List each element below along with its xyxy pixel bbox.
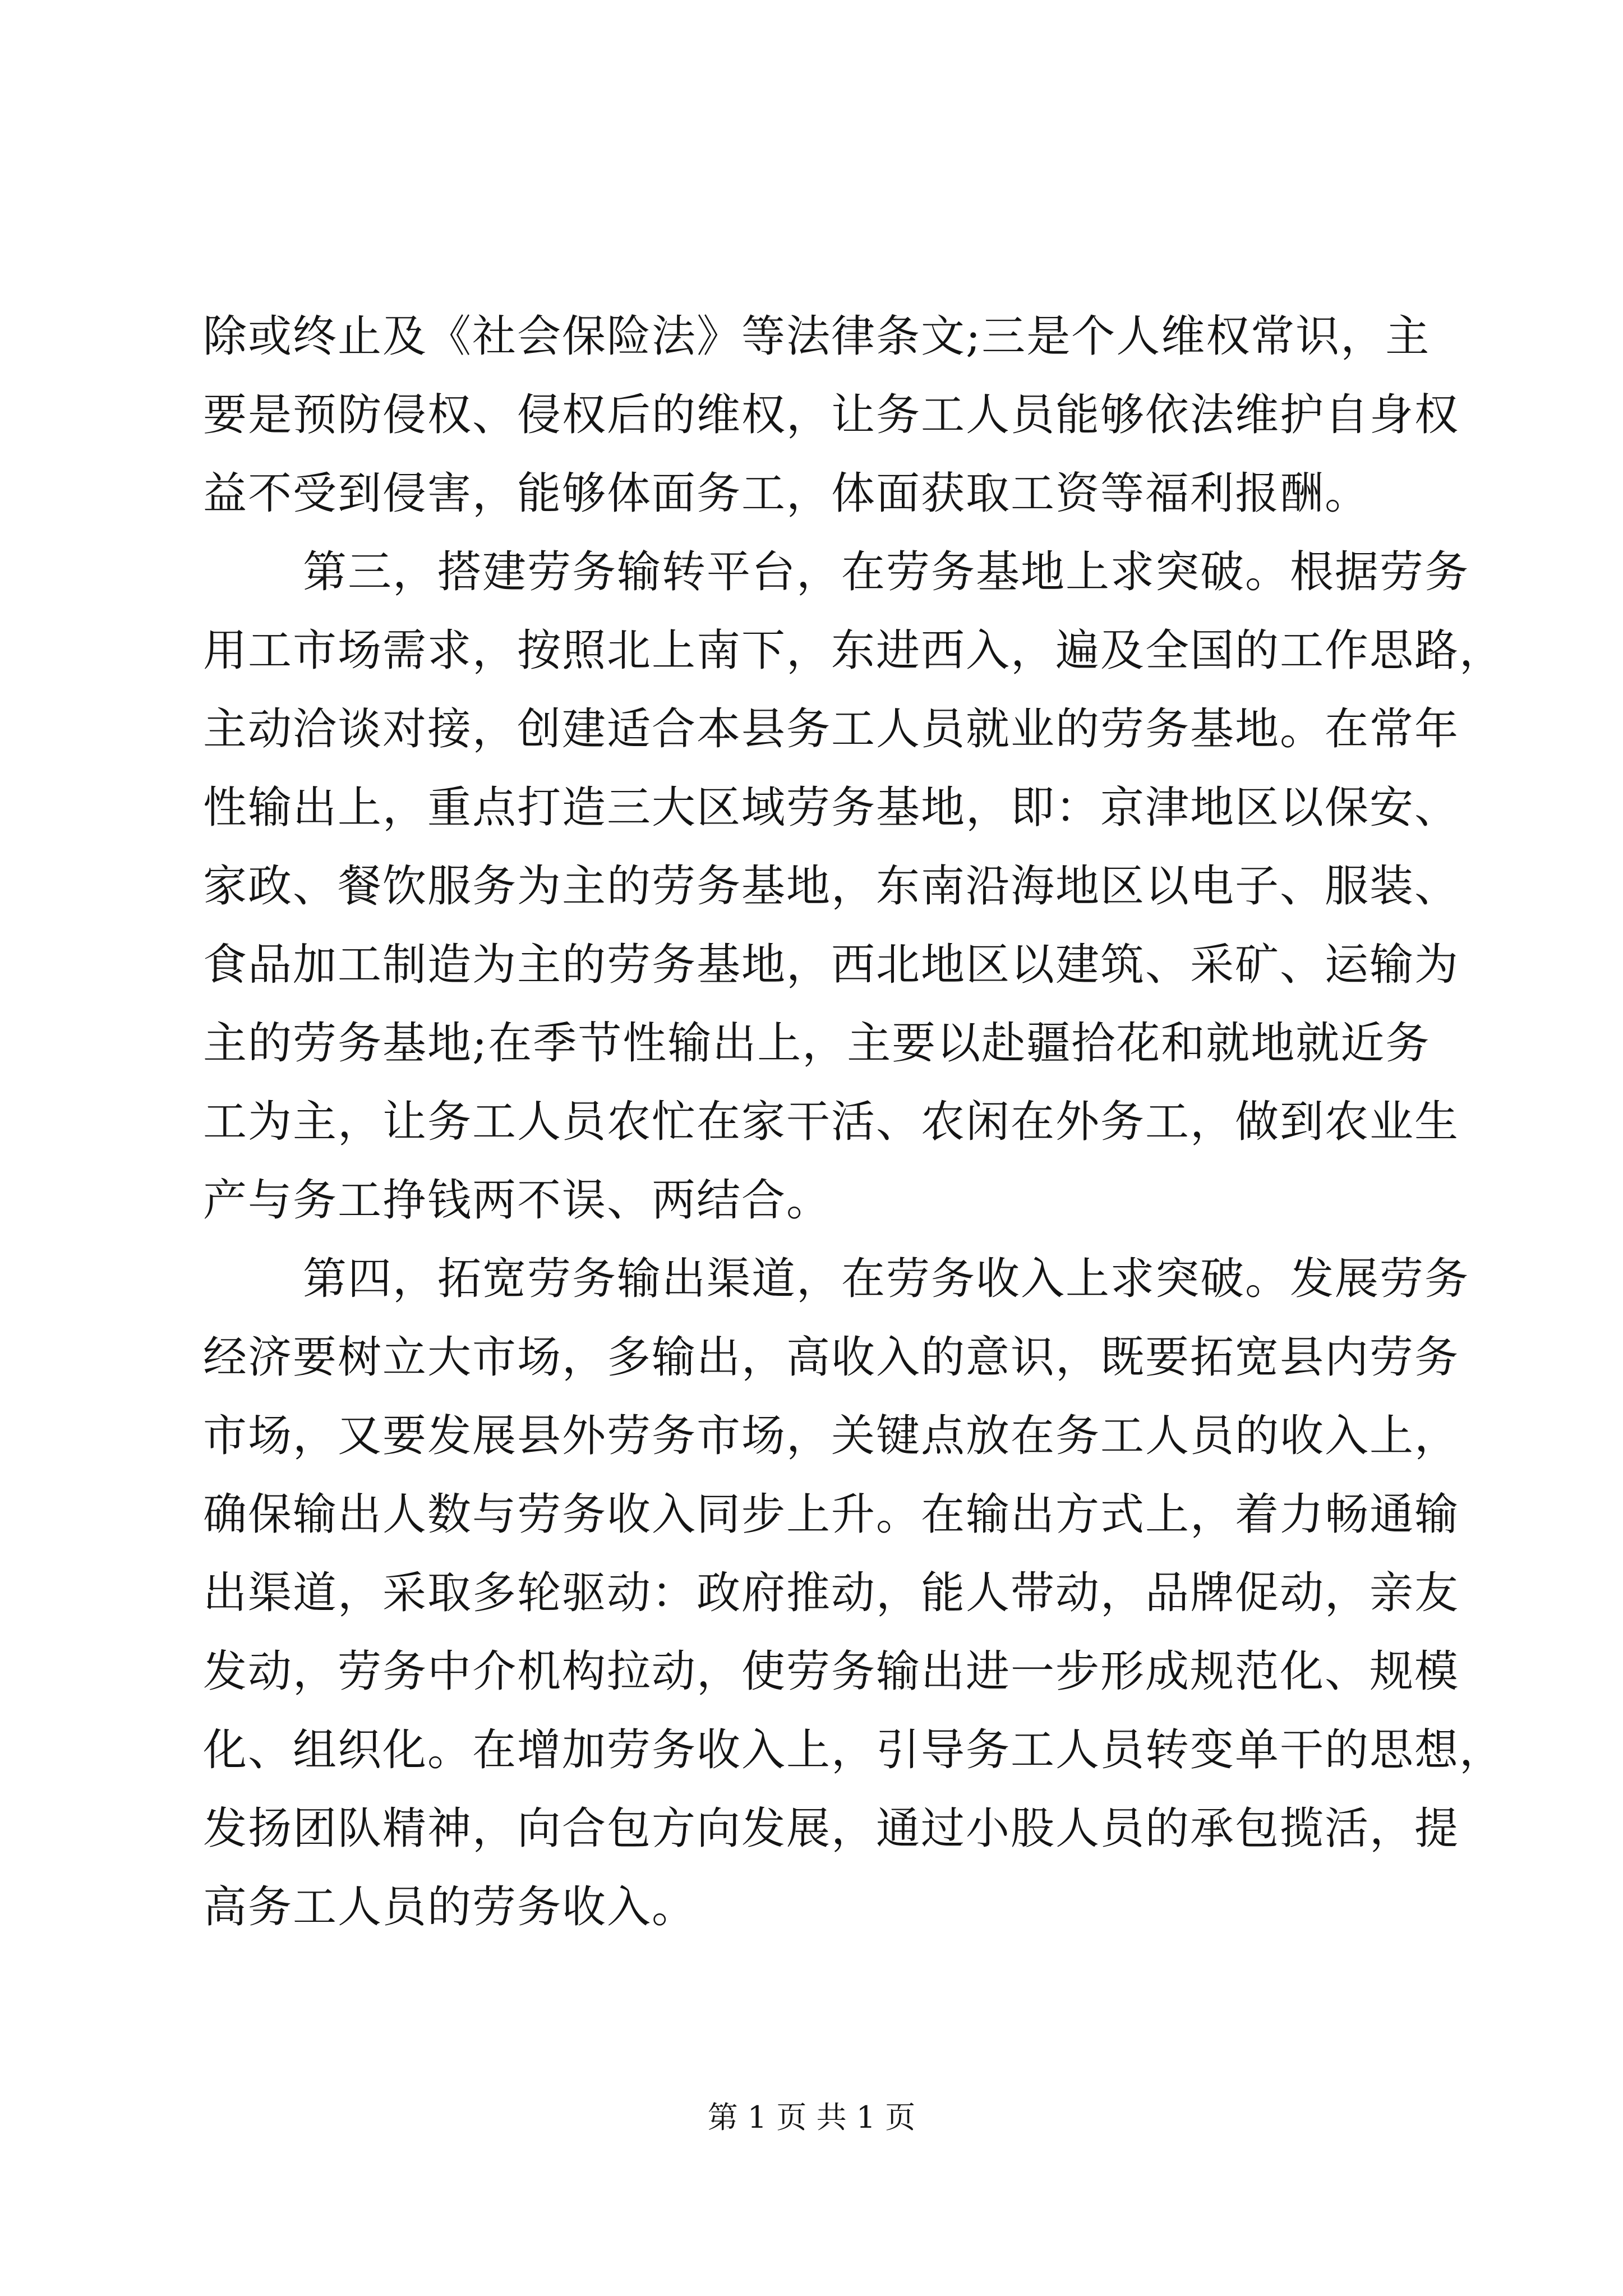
text-line: 产与务工挣钱两不误、两结合。 xyxy=(203,1175,832,1226)
text-line: 确保输出人数与劳务收入同步上升。在输出方式上，着力畅通输 xyxy=(203,1489,1460,1540)
text-line: 出渠道，采取多轮驱动：政府推动，能人带动，品牌促动，亲友 xyxy=(203,1568,1460,1618)
text-line: 高务工人员的劳务收入。 xyxy=(203,1882,697,1932)
text-line: 除或终止及《社会保险法》等法律条文;三是个人维权常识，主 xyxy=(203,311,1431,362)
text-line: 经济要树立大市场，多输出，高收入的意识，既要拓宽县内劳务 xyxy=(203,1332,1460,1383)
text-line: 工为主，让务工人员农忙在家干活、农闲在外务工，做到农业生 xyxy=(203,1097,1460,1147)
text-line: 食品加工制造为主的劳务基地，西北地区以建筑、采矿、运输为 xyxy=(203,940,1460,990)
text-line: 益不受到侵害，能够体面务工，体面获取工资等福利报酬。 xyxy=(203,468,1370,519)
paragraph-start-line: 第四，拓宽劳务输出渠道，在劳务收入上求突破。发展劳务 xyxy=(303,1254,1470,1304)
paragraph-start-line: 第三，搭建劳务输转平台，在劳务基地上求突破。根据劳务 xyxy=(303,547,1470,597)
text-line: 家政、餐饮服务为主的劳务基地，东南沿海地区以电子、服装、 xyxy=(203,861,1460,912)
text-line: 用工市场需求，按照北上南下，东进西入，遍及全国的工作思路， xyxy=(203,625,1505,676)
text-line: 市场，又要发展县外劳务市场，关键点放在务工人员的收入上， xyxy=(203,1411,1460,1461)
page-footer xyxy=(0,2098,1623,2137)
text-line: 要是预防侵权、侵权后的维权，让务工人员能够依法维护自身权 xyxy=(203,390,1460,440)
text-line: 发动，劳务中介机构拉动，使劳务输出进一步形成规范化、规模 xyxy=(203,1646,1460,1697)
page-number-label: 第 1 页 共 1 页 xyxy=(707,2100,916,2135)
text-line: 主动洽谈对接，创建适合本县务工人员就业的劳务基地。在常年 xyxy=(203,704,1460,754)
text-line: 发扬团队精神，向合包方向发展，通过小股人员的承包揽活，提 xyxy=(203,1803,1460,1854)
text-line: 性输出上，重点打造三大区域劳务基地，即：京津地区以保安、 xyxy=(203,783,1460,833)
text-line: 主的劳务基地;在季节性输出上，主要以赴疆拾花和就地就近务 xyxy=(203,1018,1431,1069)
text-line: 化、组织化。在增加劳务收入上，引导务工人员转变单干的思想， xyxy=(203,1725,1505,1775)
